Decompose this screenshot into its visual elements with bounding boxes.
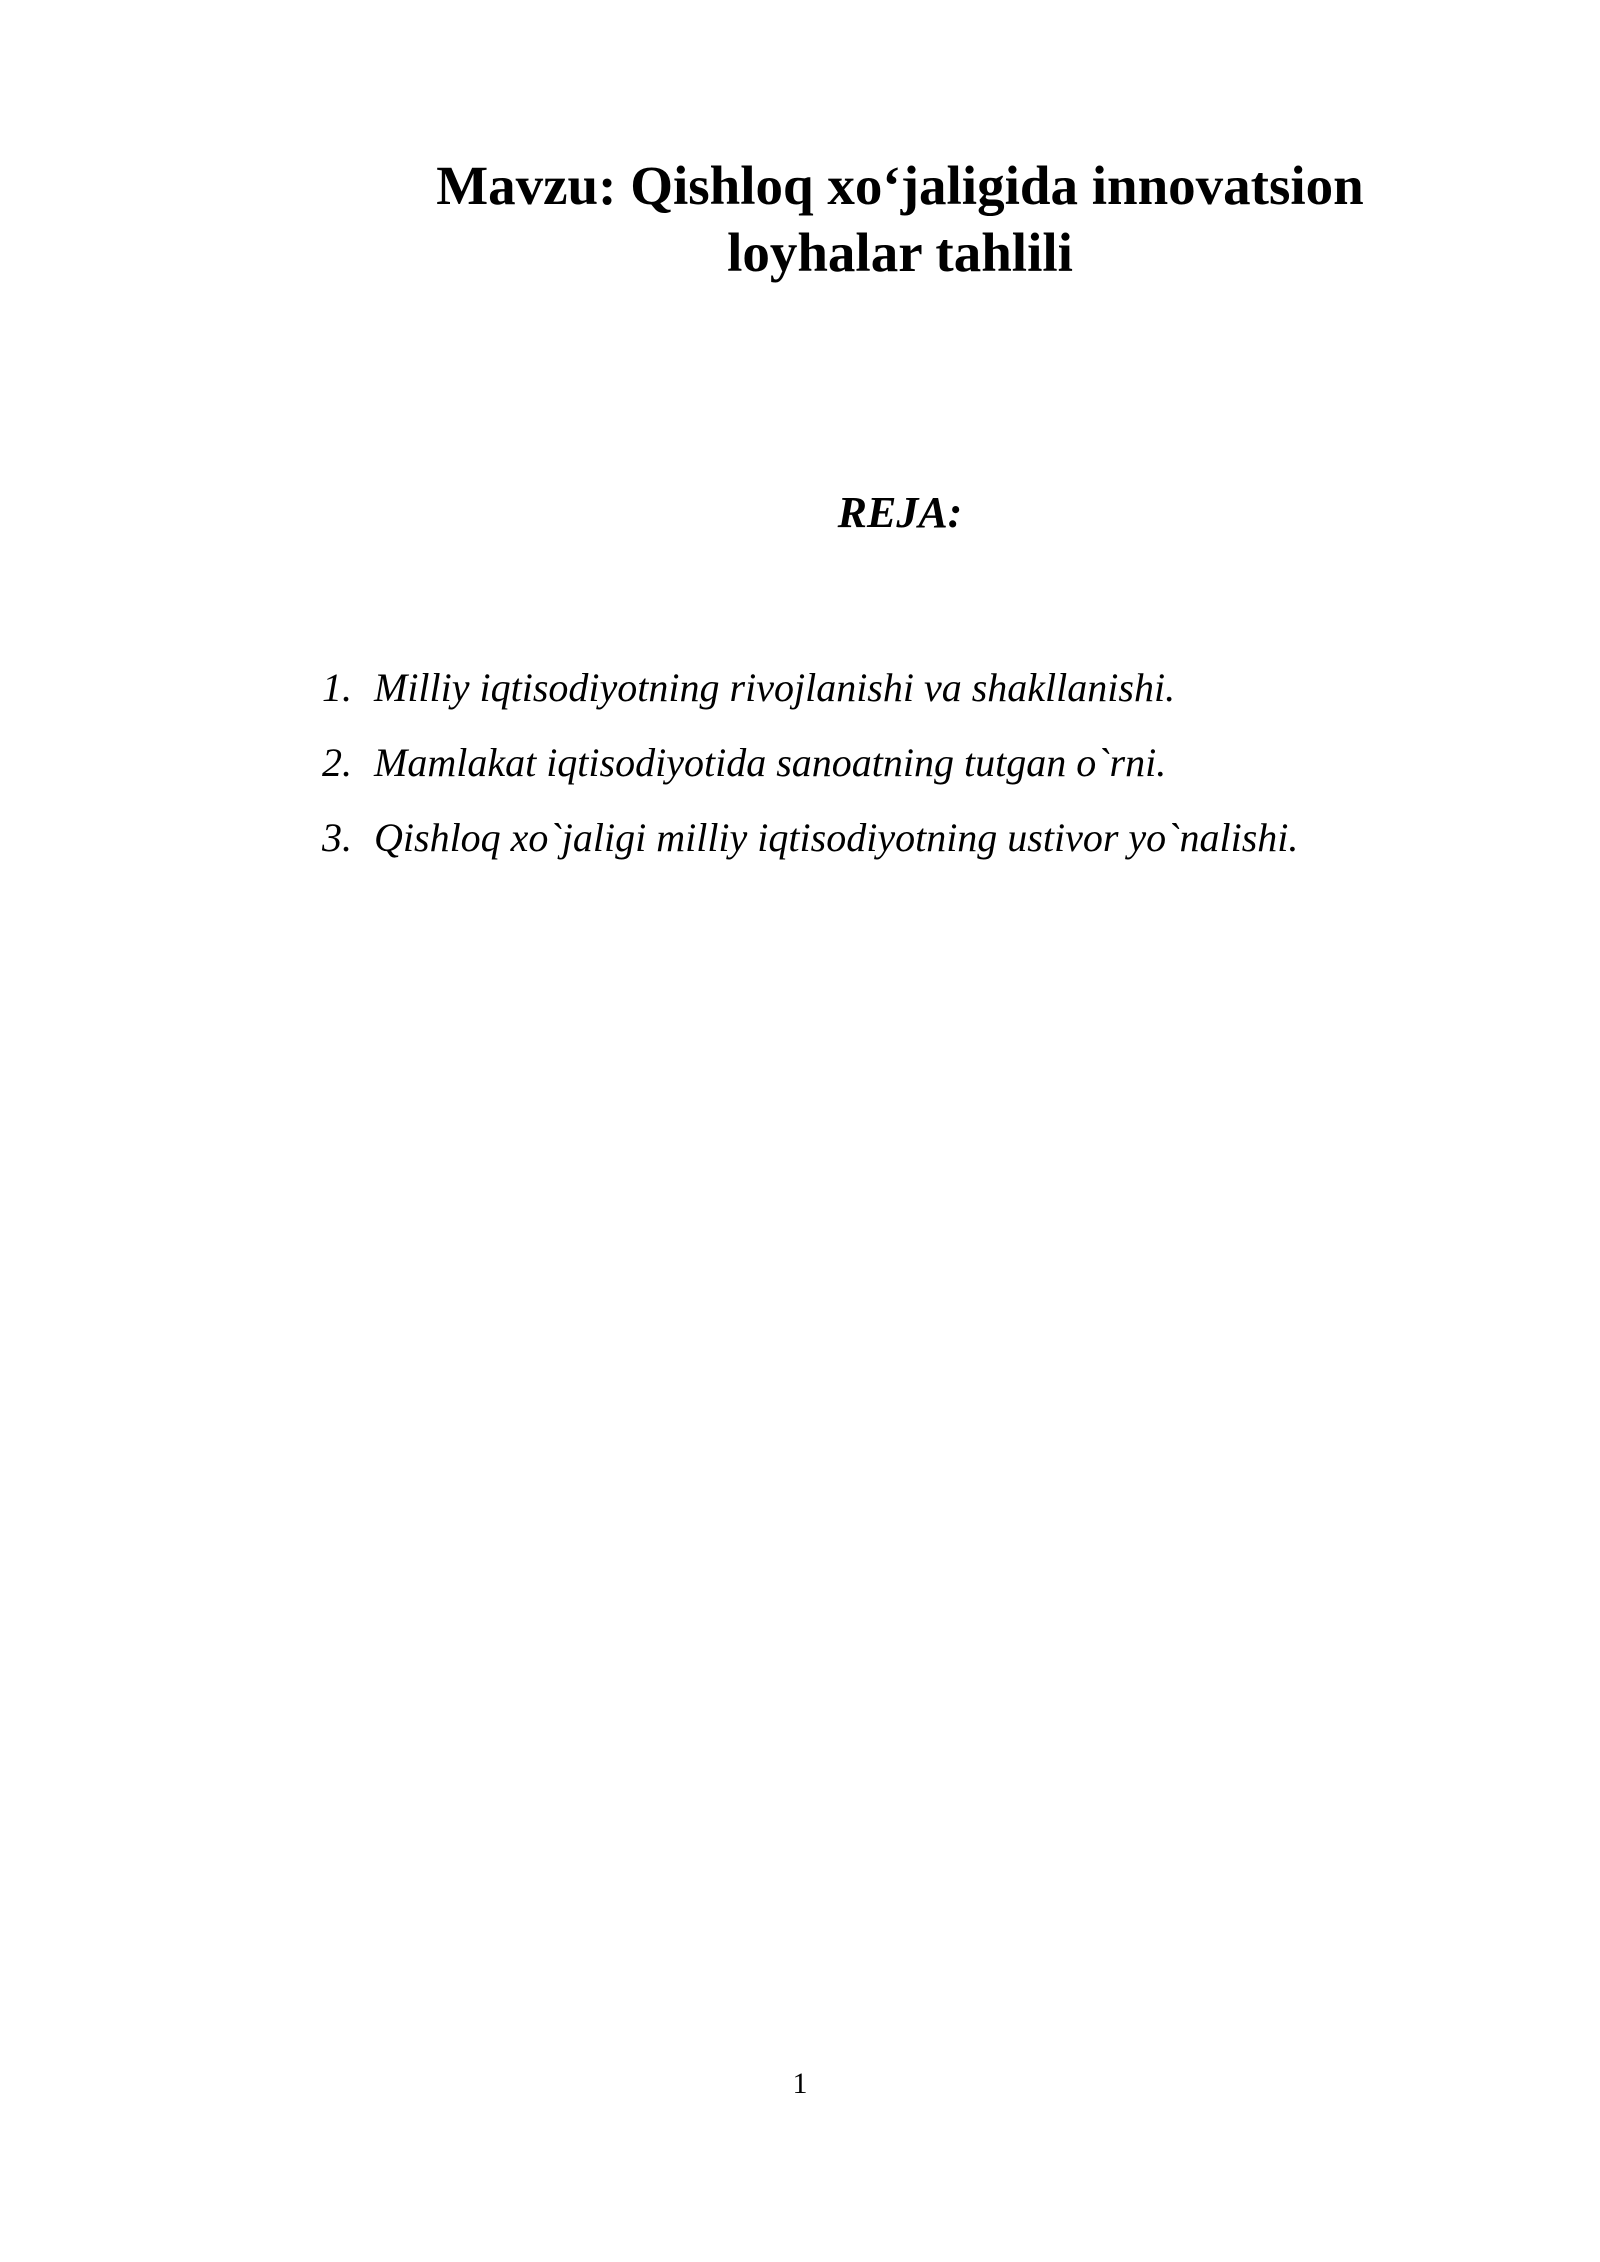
- plan-item: [322, 814, 1298, 889]
- plan-item: [322, 739, 1298, 814]
- title-line-2: loyhalar tahlili: [727, 222, 1073, 283]
- plan-list: [322, 664, 1298, 889]
- plan-item-number: 2.: [322, 740, 352, 785]
- plan-item: [322, 664, 1298, 739]
- plan-item-number: 3.: [322, 815, 352, 860]
- page-number: 1: [792, 2067, 808, 2100]
- plan-item-number: 1.: [322, 665, 352, 710]
- plan-heading: REJA:: [837, 488, 963, 537]
- plan-item-text: Qishloq xo`jaligi milliy iqtisodiyotning ustivor yo`nalishi.: [374, 815, 1299, 860]
- document-title: [300, 152, 1500, 286]
- title-line-1: Mavzu: Qishloq xo‘jaligida innovatsion: [436, 155, 1364, 216]
- plan-item-text: Milliy iqtisodiyotning rivojlanishi va shakllanishi.: [374, 665, 1176, 710]
- plan-item-text: Mamlakat iqtisodiyotida sanoatning tutgan o`rni.: [374, 740, 1167, 785]
